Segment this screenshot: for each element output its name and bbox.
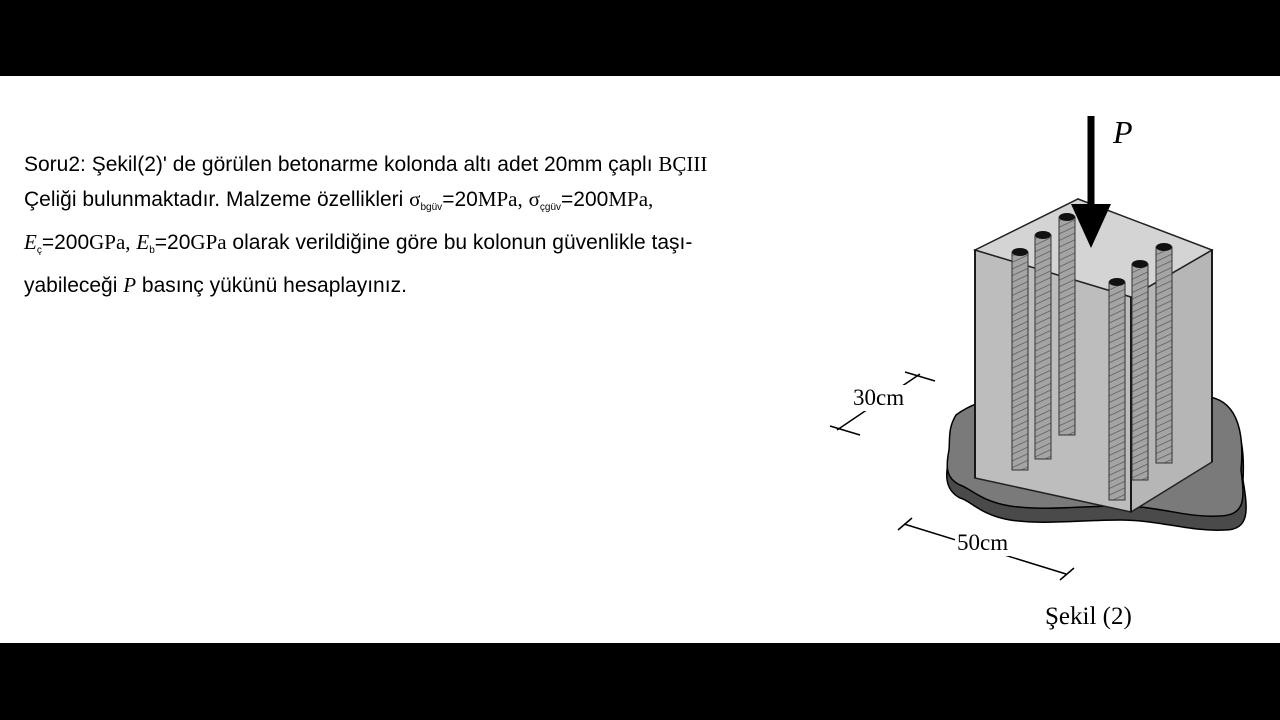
steel-grade: BÇIII xyxy=(658,152,708,176)
rebar-3 xyxy=(1059,213,1075,435)
unit: GPa, xyxy=(89,230,131,254)
subscript-bguv: bgüv xyxy=(420,202,443,213)
problem-line-2 xyxy=(24,182,864,225)
column-figure xyxy=(820,100,1260,643)
problem-line-3 xyxy=(24,225,864,268)
figure-caption: Şekil (2) xyxy=(1045,603,1132,630)
rebar-1 xyxy=(1012,248,1028,470)
depth-dimension-label: 30cm xyxy=(853,385,905,410)
problem-text: basınç yükünü hesaplayınız. xyxy=(136,274,407,297)
unit: MPa, xyxy=(477,187,523,211)
load-label: P xyxy=(1113,114,1133,150)
modulus-symbol: E xyxy=(24,230,37,254)
problem-text: olarak verildiğine göre bu kolonun güvenlikle taşı- xyxy=(226,231,693,254)
letterbox-bottom xyxy=(0,643,1280,720)
problem-line-4 xyxy=(24,268,864,303)
column-diagram xyxy=(820,100,1260,643)
problem-text: yabileceği xyxy=(24,274,124,297)
load-symbol: P xyxy=(123,273,137,297)
width-dimension-label: 50cm xyxy=(957,530,1009,555)
value: =20 xyxy=(154,231,191,254)
rebar-2 xyxy=(1035,231,1051,459)
problem-line-1 xyxy=(24,147,864,182)
problem-statement xyxy=(24,147,864,303)
rebar-4 xyxy=(1109,278,1125,500)
problem-text: Çeliği bulunmaktadır. Malzeme özellikleri xyxy=(24,188,410,211)
rebar-6 xyxy=(1156,243,1172,463)
subscript-c: ç xyxy=(36,245,42,256)
sigma-symbol: σ xyxy=(528,187,540,211)
sigma-symbol: σ xyxy=(409,187,421,211)
unit: MPa, xyxy=(608,187,654,211)
rebar-5 xyxy=(1132,260,1148,480)
letterbox-top xyxy=(0,0,1280,76)
modulus-symbol: E xyxy=(136,230,150,254)
subscript-cguv: çgüv xyxy=(539,202,562,213)
value: =20 xyxy=(442,188,478,211)
subscript-b: b xyxy=(149,245,155,256)
problem-text: Soru2: Şekil(2)' de görülen betonarme kolonda altı adet 20mm çaplı xyxy=(24,153,659,176)
unit: GPa xyxy=(190,230,227,254)
value: =200 xyxy=(561,188,609,211)
value: =200 xyxy=(41,231,90,254)
